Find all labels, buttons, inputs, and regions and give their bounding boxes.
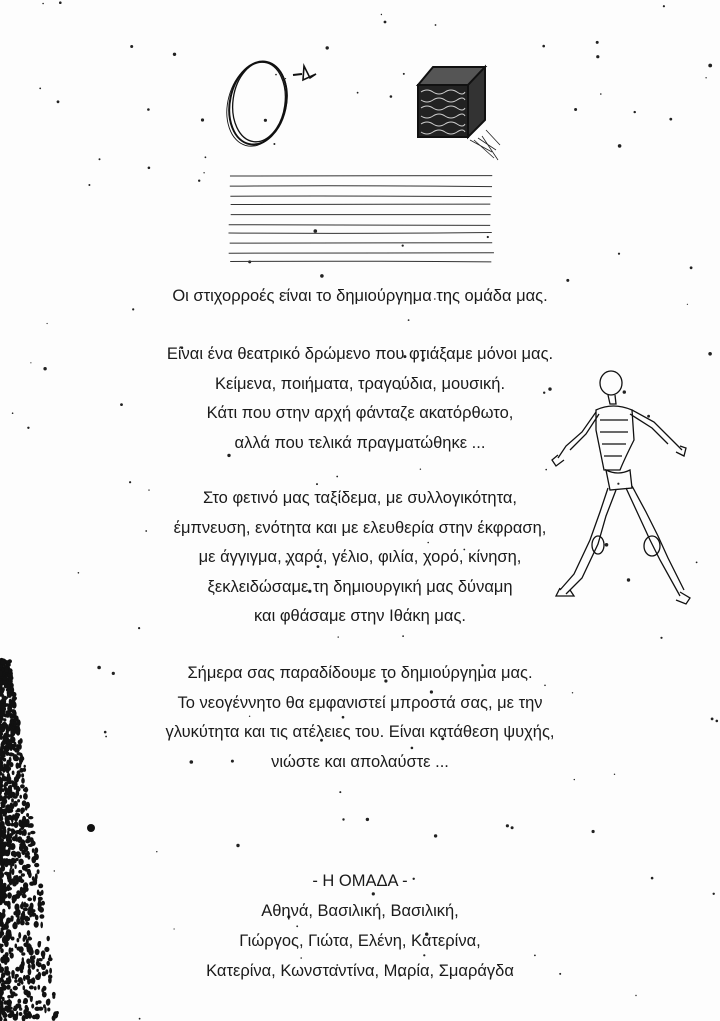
cube-sketch-icon [418,67,500,160]
paragraph-4-line-1: Σήμερα σας παραδίδουμε το δημιούργημα μας. [187,664,533,682]
signature-names-line-3: Κατερίνα, Κωνσταντίνα, Μαρία, Σμαράγδα [206,962,514,980]
signature-block [90,866,630,986]
paragraph-3-line-5: και φθάσαμε στην Ιθάκη μας. [253,607,467,625]
paragraph-3-line-4: ξεκλειδώσαμε τη δημιουργική μας δύναμη [207,577,513,596]
paragraph-4-line-2: Το νεογέννητο θα εμφανιστεί μπροστά σας, με την [177,693,543,712]
paragraph-3-line-2: έμπνευση, ενότητα και με ελευθερία στην έκφραση, [173,518,547,537]
staff-lines-icon [228,175,493,261]
paragraph-2-line-2: Κείμενα, ποιήματα, τραγούδια, μουσική. [214,374,506,393]
paragraph-2 [90,340,630,458]
signature-names-line-2: Γιώργος, Γιώτα, Ελένη, Κατερίνα, [239,932,481,950]
paragraph-4-line-4: νιώστε και απολαύστε ... [271,752,449,771]
dot-texture-icon [0,658,59,1021]
paragraph-2-line-3: Κάτι που στην αρχή φάνταζε ακατόρθωτο, [206,404,514,422]
paragraph-3-line-1: Στο φετινό μας ταξίδεμα, με συλλογικότητα, [202,489,517,507]
paragraph-2-line-4: αλλά που τελικά πραγματώθηκε ... [234,433,486,452]
paragraph-4 [90,659,630,777]
paragraph-4-line-3: γλυκύτητα και τις ατέλειες του. Είναι κατάθεση ψυχής, [165,723,555,741]
signature-names-line-1: Αθηνά, Βασιλική, Βασιλική, [261,902,459,920]
signature-heading: - Η ΟΜΑΔΑ - [312,872,408,890]
circle-sketch-icon [218,55,316,153]
intro-paragraph [90,282,630,312]
paragraph-3 [90,484,630,632]
intro-line: Οι στιχορροές είναι το δημιούργημα της ομάδα μας. [172,287,548,305]
paragraph-2-line-1: Είναι ένα θεατρικό δρώμενο που φτιάξαμε μόνοι μας. [166,345,554,363]
paragraph-3-line-3: με άγγιγμα, χαρά, γέλιο, φιλία, χορό, κίνηση, [198,548,522,566]
